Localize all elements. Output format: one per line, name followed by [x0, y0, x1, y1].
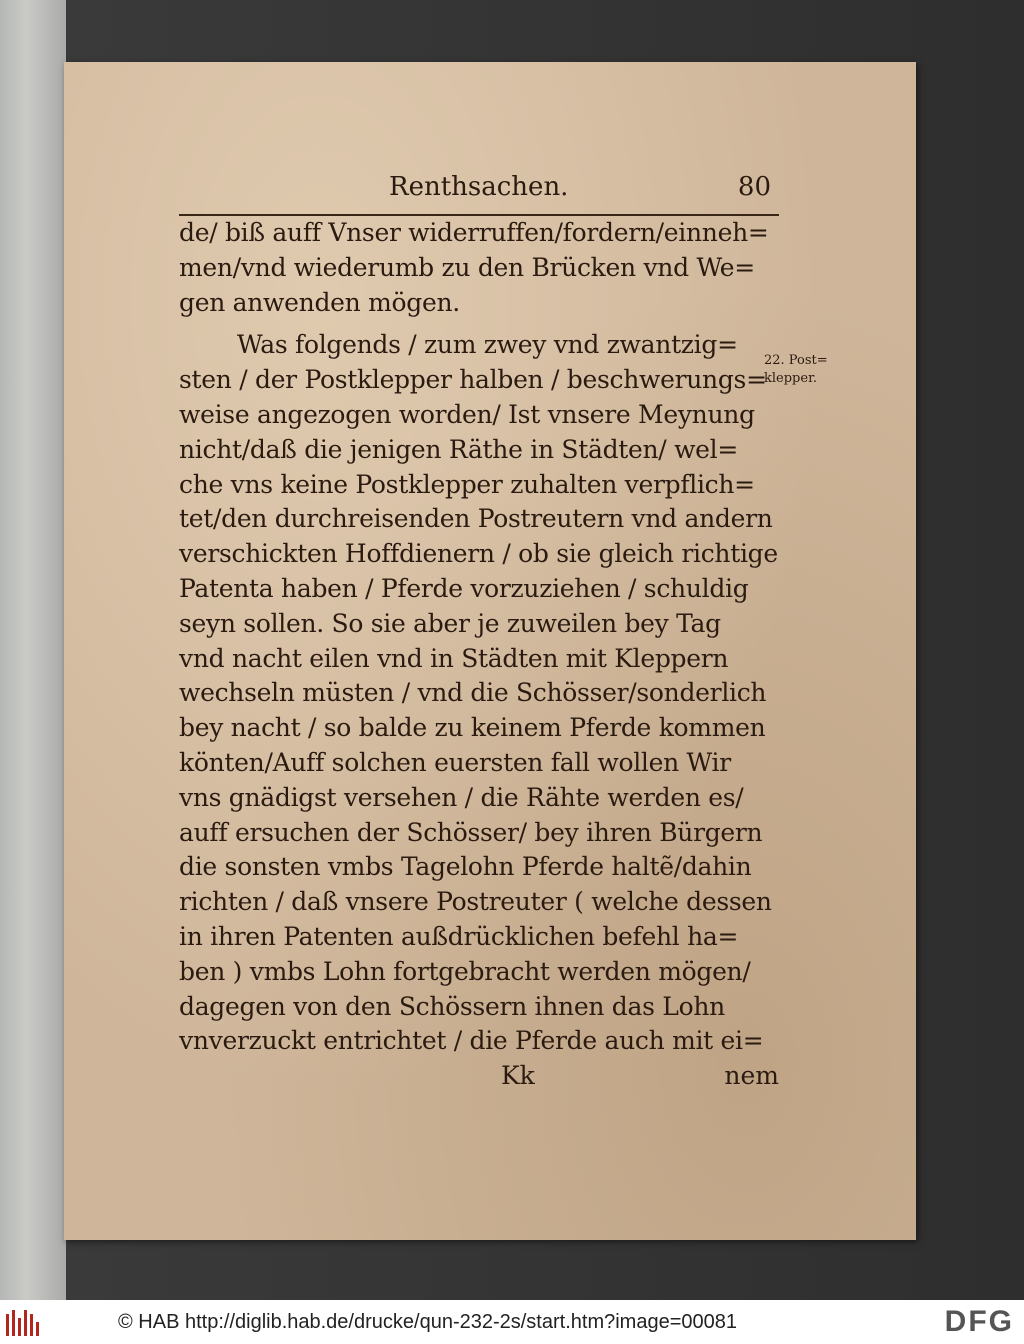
marginal-note-line: 22. Post=: [764, 353, 828, 368]
catchword: nem: [724, 1061, 779, 1091]
text-line: seyn sollen. So sie aber je zuweilen bey Tag: [179, 608, 721, 638]
text-line: men/vnd wiederumb zu den Brücken vnd We=: [179, 252, 755, 282]
text-line: bey nacht / so balde zu keinem Pferde kommen: [179, 713, 766, 743]
catchword-line: [179, 1059, 779, 1093]
hab-logo-icon: [6, 1308, 42, 1336]
text-line: weise angezogen worden/ Ist vnsere Meynung: [179, 399, 755, 429]
footer-bar: [0, 1300, 1024, 1344]
text-line: Was folgends / zum zwey vnd zwantzig=: [237, 330, 738, 360]
running-header: [179, 172, 779, 216]
text-line: de/ biß auff Vnser widerruffen/fordern/einneh=: [179, 218, 769, 247]
text-line: in ihren Patenten außdrücklichen befehl ha=: [179, 921, 739, 951]
text-line: verschickten Hoffdienern / ob sie gleich richtige: [179, 539, 778, 569]
text-line: richten / daß vnsere Postreuter ( welche dessen: [179, 887, 772, 917]
page-number: 80: [737, 172, 771, 202]
source-credit-link[interactable]: © HAB http://diglib.hab.de/drucke/qun-232-2s/start.htm?image=00081: [118, 1310, 737, 1333]
text-line: tet/den durchreisenden Postreutern vnd andern: [179, 504, 773, 534]
text-block: [179, 172, 779, 1093]
text-line: könten/Auff solchen euersten fall wollen Wir: [179, 747, 731, 777]
text-line: die sonsten vmbs Tagelohn Pferde haltẽ/dahin: [179, 852, 752, 882]
text-line: wechseln müsten / vnd die Schösser/sonderlich: [179, 678, 767, 708]
text-lines: [179, 216, 779, 1059]
text-line: ben ) vmbs Lohn fortgebracht werden mögen/: [179, 956, 751, 986]
text-line: dagegen von den Schössern ihnen das Lohn: [179, 991, 725, 1021]
text-line: che vns keine Postklepper zuhalten verpflich=: [179, 469, 755, 499]
book-page: [64, 62, 916, 1240]
text-line: gen anwenden mögen.: [179, 287, 460, 317]
text-line: vnverzuckt entrichtet / die Pferde auch mit ei=: [179, 1026, 764, 1056]
signature-mark: Kk: [501, 1061, 535, 1091]
text-line: auff ersuchen der Schösser/ bey ihren Bürgern: [179, 817, 763, 847]
text-line: vnd nacht eilen vnd in Städten mit Kleppern: [179, 643, 729, 673]
previous-page-edge: [0, 0, 66, 1300]
dfg-logo: DFG: [944, 1305, 1014, 1338]
marginal-note: [764, 352, 854, 388]
text-line: Patenta haben / Pferde vorzuziehen / schuldig: [179, 573, 749, 603]
running-title: Renthsachen.: [389, 172, 569, 202]
text-line: nicht/daß die jenigen Räthe in Städten/ wel=: [179, 434, 739, 464]
marginal-note-line: klepper.: [764, 371, 817, 386]
text-line: vns gnädigst versehen / die Rähte werden es/: [179, 782, 744, 812]
text-line: sten / der Postklepper halben / beschwerungs=: [179, 365, 767, 395]
